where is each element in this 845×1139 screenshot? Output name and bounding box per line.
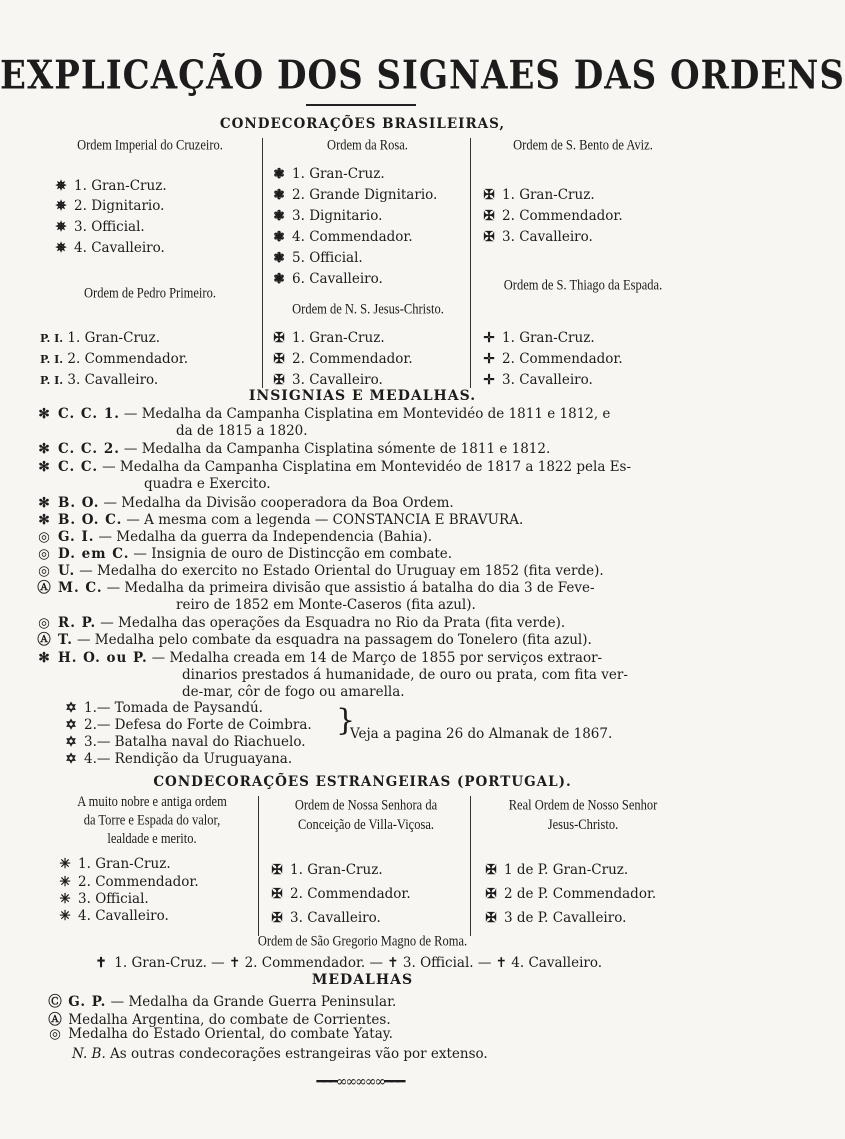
pedro-header: Ordem de Pedro Primeiro. (84, 284, 216, 301)
circle-a-icon: Ⓐ (48, 1012, 62, 1028)
nb-note: N. B. As outras condecorações estrangeiras vão por extenso. (72, 1046, 488, 1062)
circle-c-icon: Ⓒ (48, 994, 62, 1010)
circle-icon: ◎ (38, 546, 50, 562)
medal-entry: ✻ C. C. 2. — Medalha da Campanha Cisplatina sómente de 1811 e 1812. (58, 441, 678, 458)
circle-icon: ◎ (38, 529, 50, 545)
jesus-header: Ordem de N. S. Jesus-Christo. (292, 300, 444, 317)
list-item: ✠ 1. Gran-Cruz. (480, 187, 595, 203)
rosa-header: Ordem da Rosa. (327, 136, 408, 153)
list-item: ✠ 2. Commendador. (270, 351, 413, 367)
column-divider (470, 138, 471, 388)
conceicao-header: Ordem de Nossa Senhora da Conceição de Villa-Viçosa. (294, 796, 438, 833)
star-icon: ✻ (38, 406, 50, 422)
order-star-icon: ✵ (55, 178, 67, 194)
star-cross-icon: ✳ (59, 856, 71, 872)
list-item: ✛ 2. Commendador. (480, 351, 623, 367)
order-star-icon: ✵ (55, 219, 67, 235)
gregorio-line: ✝ 1. Gran-Cruz. — ✝ 2. Commendador. — ✝ 3. Official. — ✝ 4. Cavalleiro. (92, 955, 602, 971)
list-item: ✵ 4. Cavalleiro. (52, 240, 165, 256)
cross-icon: ✠ (271, 862, 283, 878)
cross-icon: ✠ (483, 229, 495, 245)
rose-icon: ❃ (273, 229, 285, 245)
cross-icon: ✠ (485, 910, 497, 926)
list-item: ✠ 1. Gran-Cruz. (270, 330, 385, 346)
medal-entry: ◎ G. I. — Medalha da guerra da Independencia (Bahia). (58, 529, 678, 546)
torre-header: A muito nobre e antiga ordem da Torre e Espada do valor, lealdade e merito. (77, 793, 227, 847)
six-point-star-icon: ✡ (65, 734, 77, 750)
star-icon: ✻ (38, 495, 50, 511)
title-rule (306, 104, 416, 106)
page-title: EXPLICAÇÃO DOS SIGNAES DAS ORDENS (0, 53, 845, 99)
column-divider (258, 796, 259, 936)
rose-icon: ❃ (273, 250, 285, 266)
list-item: ✡ 3.— Batalha naval do Riachuelo. (62, 734, 306, 750)
list-item: ❃ 6. Cavalleiro. (270, 271, 383, 287)
cruzeiro-header: Ordem Imperial do Cruzeiro. (77, 136, 223, 153)
cross-icon: ✝ (95, 955, 107, 971)
gregorio-header: Ordem de São Gregorio Magno de Roma. (257, 932, 468, 949)
ornament-divider: ━━━∞∞∞∞∞━━━ (316, 1074, 404, 1090)
medal-entry: ✻ B. O. C. — A mesma com a legenda — CONSTANCIA E BRAVURA. (58, 512, 678, 529)
star-cross-icon: ✳ (59, 891, 71, 907)
medal-entry: ◎ D. em C. — Insignia de ouro de Distincção em combate. (58, 546, 678, 563)
list-item: ❃ 4. Commendador. (270, 229, 413, 245)
list-item: ✠ 1. Gran-Cruz. (268, 862, 383, 878)
medal-entry: ✻ C. C. 1. — Medalha da Campanha Cisplatina em Montevidéo de 1811 e 1812, e da de 1815 a 1820. (58, 406, 678, 440)
list-item: ✵ 3. Official. (52, 219, 145, 235)
rose-icon: ❃ (273, 208, 285, 224)
list-item: ✳ 3. Official. (56, 891, 149, 907)
list-item: ✠ 3. Cavalleiro. (268, 910, 381, 926)
cross-icon: ✠ (485, 862, 497, 878)
sword-cross-icon: ✛ (483, 372, 495, 388)
aviz-header: Ordem de S. Bento de Aviz. (513, 136, 653, 153)
list-item: P. I. 2. Commendador. (40, 351, 189, 367)
note-veja: Veja a pagina 26 do Almanak de 1867. (350, 726, 613, 742)
list-item: ✠ 3 de P. Cavalleiro. (482, 910, 626, 926)
medal-entry: ✻ C. C. — Medalha da Campanha Cisplatina em Montevidéo de 1817 a 1822 pela Es- quadra e Exercito. (58, 459, 678, 493)
list-item: ✡ 2.— Defesa do Forte de Coimbra. (62, 717, 312, 733)
cross-icon: ✠ (273, 330, 285, 346)
medal-entry: ✻ H. O. ou P. — Medalha creada em 14 de Março de 1855 por serviços extraor- dinarios prestados á humanidade, de ouro ou prata, com fita ver- de-mar, côr de fogo ou amarella. (58, 650, 678, 701)
list-item: ✡ 4.— Rendição da Uruguayana. (62, 751, 292, 767)
list-item: ✵ 1. Gran-Cruz. (52, 178, 167, 194)
list-item: ✡ 1.— Tomada de Paysandú. (62, 700, 263, 716)
star-icon: ✻ (38, 441, 50, 457)
column-divider (262, 138, 263, 388)
circle-icon: ◎ (38, 615, 50, 631)
list-item: ✳ 4. Cavalleiro. (56, 908, 169, 924)
list-item: ❃ 1. Gran-Cruz. (270, 166, 385, 182)
cross-icon: ✠ (483, 187, 495, 203)
sword-cross-icon: ✛ (483, 330, 495, 346)
list-item: ◎ Medalha do Estado Oriental, do combate Yatay. (46, 1026, 393, 1042)
six-point-star-icon: ✡ (65, 717, 77, 733)
section-brasileiras: CONDECORAÇÕES BRASILEIRAS, (219, 116, 506, 132)
list-item: Ⓐ Medalha Argentina, do combate de Corrientes. (46, 1008, 391, 1028)
rose-icon: ❃ (273, 187, 285, 203)
cross-icon: ✠ (273, 351, 285, 367)
list-item: ❃ 5. Official. (270, 250, 363, 266)
list-item: ✠ 3. Cavalleiro. (270, 372, 383, 388)
list-item: ✳ 1. Gran-Cruz. (56, 856, 171, 872)
list-item: ✛ 1. Gran-Cruz. (480, 330, 595, 346)
section-estrangeiras: CONDECORAÇÕES ESTRANGEIRAS (PORTUGAL). (153, 774, 572, 790)
column-divider (470, 796, 471, 936)
cross-icon: ✠ (485, 886, 497, 902)
cross-icon: ✠ (271, 886, 283, 902)
medal-entry: Ⓐ T. — Medalha pelo combate da esquadra na passagem do Tonelero (fita azul). (58, 632, 678, 649)
cross-icon: ✠ (273, 372, 285, 388)
list-item: ✵ 2. Dignitario. (52, 198, 164, 214)
circle-icon: ◎ (49, 1026, 61, 1042)
circle-a-icon: Ⓐ (37, 580, 51, 596)
order-star-icon: ✵ (55, 198, 67, 214)
list-item: P. I. 3. Cavalleiro. (40, 372, 159, 388)
six-point-star-icon: ✡ (65, 700, 77, 716)
star-icon: ✻ (38, 512, 50, 528)
real-header: Real Ordem de Nosso Senhor Jesus-Christo. (508, 796, 658, 833)
order-star-icon: ✵ (55, 240, 67, 256)
list-item: ✠ 2 de P. Commendador. (482, 886, 656, 902)
list-item: ❃ 2. Grande Dignitario. (270, 187, 437, 203)
list-item: P. I. 1. Gran-Cruz. (40, 330, 161, 346)
medal-entry: Ⓐ M. C. — Medalha da primeira divisão que assistio á batalha do dia 3 de Feve- reiro de 1852 em Monte-Caseros (fita azul). (58, 580, 678, 614)
section-insignias: INSIGNIAS E MEDALHAS. (248, 388, 477, 404)
star-icon: ✻ (38, 650, 50, 666)
list-item: Ⓒ G. P. — Medalha da Grande Guerra Peninsular. (46, 990, 396, 1010)
cross-icon: ✠ (483, 208, 495, 224)
section-medalhas: MEDALHAS (311, 972, 414, 988)
rose-icon: ❃ (273, 166, 285, 182)
list-item: ✳ 2. Commendador. (56, 874, 199, 890)
list-item: ✛ 3. Cavalleiro. (480, 372, 593, 388)
sword-cross-icon: ✛ (483, 351, 495, 367)
medal-entry: ✻ B. O. — Medalha da Divisão cooperadora da Boa Ordem. (58, 495, 678, 512)
star-icon: ✻ (38, 459, 50, 475)
six-point-star-icon: ✡ (65, 751, 77, 767)
list-item: ✠ 3. Cavalleiro. (480, 229, 593, 245)
circle-icon: ◎ (38, 563, 50, 579)
espada-header: Ordem de S. Thiago da Espada. (503, 276, 663, 293)
list-item: ❃ 3. Dignitario. (270, 208, 382, 224)
star-cross-icon: ✳ (59, 874, 71, 890)
medal-entry: ◎ R. P. — Medalha das operações da Esquadra no Rio da Prata (fita verde). (58, 615, 678, 632)
medal-entry: ◎ U. — Medalha do exercito no Estado Oriental do Uruguay em 1852 (fita verde). (58, 563, 678, 580)
circle-a-icon: Ⓐ (37, 632, 51, 648)
list-item: ✠ 2. Commendador. (268, 886, 411, 902)
list-item: ✠ 2. Commendador. (480, 208, 623, 224)
brace: } (336, 703, 356, 738)
list-item: ✠ 1 de P. Gran-Cruz. (482, 862, 628, 878)
star-cross-icon: ✳ (59, 908, 71, 924)
cross-icon: ✠ (271, 910, 283, 926)
rose-icon: ❃ (273, 271, 285, 287)
